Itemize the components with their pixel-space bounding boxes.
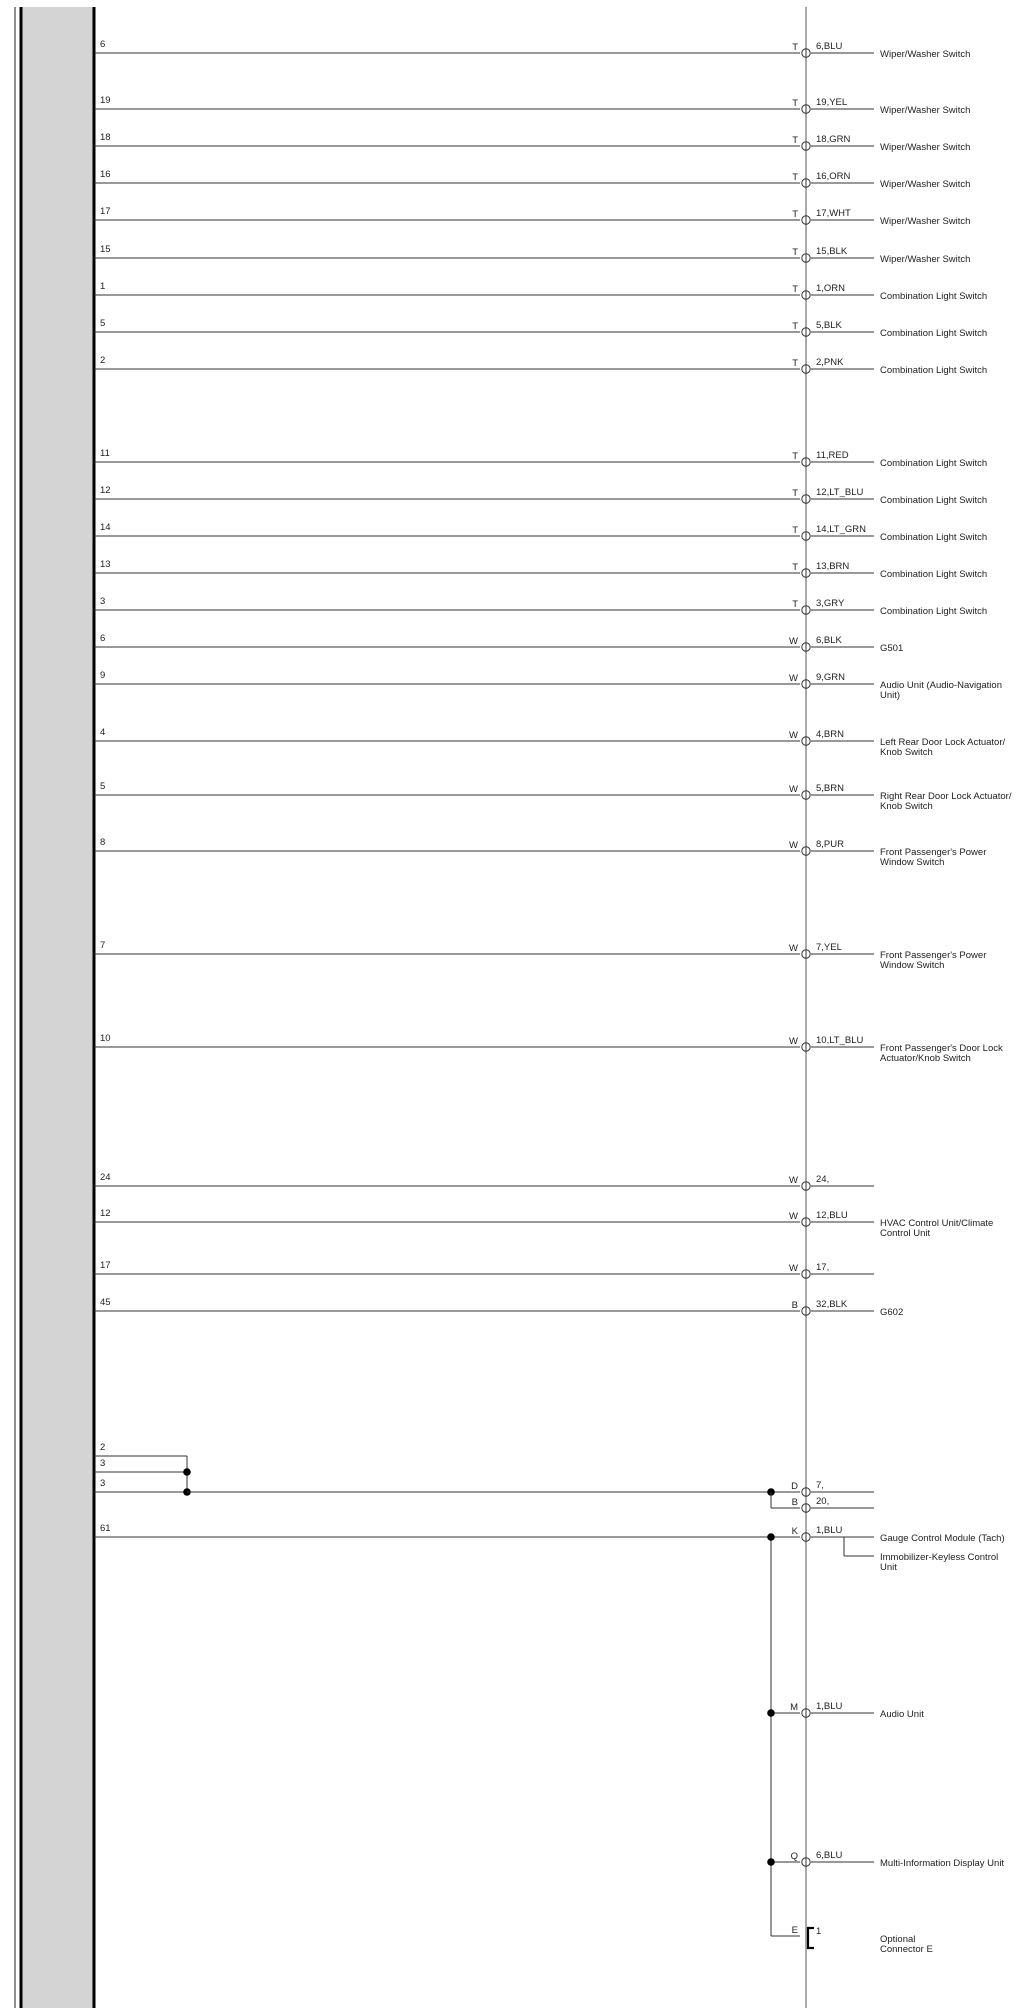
destination-label: Unit): [880, 690, 901, 701]
connector-letter: T: [792, 209, 798, 220]
splice-dot: [767, 1709, 775, 1717]
wire-row: [94, 727, 1006, 758]
connector-letter: W: [789, 1211, 798, 1222]
connector-letter: W: [789, 730, 798, 741]
wire-row: [94, 206, 970, 227]
destination-label: Wiper/Washer Switch: [880, 105, 971, 116]
connector-letter: K: [791, 1526, 798, 1537]
wire-color-label: 13,BRN: [816, 561, 850, 572]
connector-letter: W: [789, 636, 798, 647]
destination-label: Control Unit: [880, 1228, 931, 1239]
connector-letter: W: [789, 784, 798, 795]
wire-row: [94, 1208, 993, 1239]
wire-row: [94, 670, 1002, 701]
pin-number: 8: [100, 837, 106, 848]
pin-number: 3: [100, 596, 106, 607]
wire-color-label: 8,PUR: [816, 839, 844, 850]
destination-label: Optional: [880, 1934, 916, 1945]
pin-number: 14: [100, 522, 111, 533]
destination-label: Wiper/Washer Switch: [880, 216, 971, 227]
connector-letter: T: [792, 284, 798, 295]
destination-label: Combination Light Switch: [880, 365, 988, 376]
pin-number: 15: [100, 244, 111, 255]
destination-label: Gauge Control Module (Tach): [880, 1533, 1005, 1544]
destination-label: Audio Unit: [880, 1709, 924, 1720]
destination-label: Window Switch: [880, 857, 945, 868]
destination-label: Connector E: [880, 1944, 933, 1955]
pin-number: 3: [100, 1478, 106, 1489]
wire-row: [94, 39, 970, 60]
wire-row: [94, 940, 986, 971]
connector-letter: D: [791, 1481, 798, 1492]
destination-label: Window Switch: [880, 960, 945, 971]
destination-label: Combination Light Switch: [880, 495, 988, 506]
pin-number: 19: [100, 95, 111, 106]
splice-dot: [183, 1468, 191, 1476]
destination-label: Combination Light Switch: [880, 328, 988, 339]
wire-row: [94, 837, 986, 868]
wire-color-label: 6,BLU: [816, 1850, 843, 1861]
pin-number: 10: [100, 1033, 111, 1044]
pin-number: 16: [100, 169, 111, 180]
destination-label: Multi-Information Display Unit: [880, 1858, 1005, 1869]
control-unit-box: [15, 7, 94, 2008]
destination-label: Combination Light Switch: [880, 532, 988, 543]
splice-group: [94, 1442, 874, 1513]
pin-number: 4: [100, 727, 106, 738]
wire-color-label: 5,BRN: [816, 783, 844, 794]
destination-label: Combination Light Switch: [880, 458, 988, 469]
wire-color-label: 17,: [816, 1262, 830, 1273]
wire-row: [94, 132, 970, 153]
connector-letter: T: [792, 247, 798, 258]
connector-letter: T: [792, 488, 798, 499]
wire-row: [94, 281, 987, 302]
pin-number: 5: [100, 781, 106, 792]
destination-label: Wiper/Washer Switch: [880, 142, 971, 153]
wire-color-label: 19,YEL: [816, 97, 848, 108]
optional-connector-bracket: [808, 1928, 814, 1948]
wire-row: [94, 244, 970, 265]
wire-color-label: 32,BLK: [816, 1299, 848, 1310]
connector-letter: M: [790, 1702, 798, 1713]
destination-label: Wiper/Washer Switch: [880, 179, 971, 190]
pin-number: 5: [100, 318, 106, 329]
wire-color-label: 12,LT_BLU: [816, 487, 864, 498]
connector-letter: T: [792, 562, 798, 573]
connector-letter: T: [792, 451, 798, 462]
pin-number: 12: [100, 485, 111, 496]
wire-color-label: 1,BLU: [816, 1701, 843, 1712]
destination-label: Right Rear Door Lock Actuator/: [880, 791, 1012, 802]
pin-number: 45: [100, 1297, 111, 1308]
wire-row: [94, 169, 970, 190]
wire-row: [94, 596, 987, 617]
connector-letter: T: [792, 42, 798, 53]
destination-label: Front Passenger's Power: [880, 847, 987, 858]
wire-color-label: 1,ORN: [816, 283, 846, 294]
pin-number: 18: [100, 132, 111, 143]
wire-color-label: 14,LT_GRN: [816, 524, 866, 535]
pin-number: 61: [100, 1523, 111, 1534]
connector-letter: W: [789, 1036, 798, 1047]
destination-label: Actuator/Knob Switch: [880, 1053, 971, 1064]
destination-label: HVAC Control Unit/Climate: [880, 1218, 994, 1229]
connector-letter: W: [789, 943, 798, 954]
destination-label: Combination Light Switch: [880, 606, 988, 617]
pin-number: 17: [100, 1260, 111, 1271]
wire-color-label: 17,WHT: [816, 208, 851, 219]
pin61-group: [94, 1523, 1005, 1955]
wire-row: [94, 95, 970, 116]
wire-row: [94, 559, 987, 580]
wire-color-label: 11,RED: [816, 450, 849, 461]
wire-color-label: 6,BLK: [816, 635, 842, 646]
connector-letter: T: [792, 321, 798, 332]
destination-label: Wiper/Washer Switch: [880, 49, 971, 60]
optional-connector-number: 1: [816, 1926, 822, 1937]
connector-letter: B: [791, 1497, 798, 1508]
wire-color-label: 9,GRN: [816, 672, 846, 683]
destination-label: Front Passenger's Door Lock: [880, 1043, 1003, 1054]
destination-label: Wiper/Washer Switch: [880, 254, 971, 265]
wire-row: [94, 1172, 874, 1191]
connector-letter: E: [791, 1925, 798, 1936]
wire-row: [94, 781, 1012, 812]
wire-row: [94, 522, 987, 543]
destination-label: Immobilizer-Keyless Control: [880, 1552, 999, 1563]
connector-letter: W: [789, 1263, 798, 1274]
wire-color-label: 2,PNK: [816, 357, 844, 368]
wire-color-label: 6,BLU: [816, 41, 843, 52]
connector-letter: W: [789, 673, 798, 684]
destination-label: Combination Light Switch: [880, 569, 988, 580]
pin-number: 2: [100, 1442, 106, 1453]
wire-color-label: 4,BRN: [816, 729, 844, 740]
destination-label: Front Passenger's Power: [880, 950, 987, 961]
wire-row: [94, 1260, 874, 1279]
destination-label: Audio Unit (Audio-Navigation: [880, 680, 1002, 691]
pin-number: 17: [100, 206, 111, 217]
pin-number: 11: [100, 448, 110, 459]
splice-dot: [767, 1858, 775, 1866]
pin-number: 1: [100, 281, 106, 292]
destination-label: G602: [880, 1307, 904, 1318]
wire-color-label: 7,: [816, 1480, 824, 1491]
wire-color-label: 5,BLK: [816, 320, 842, 331]
destination-label: Knob Switch: [880, 747, 933, 758]
connector-letter: W: [789, 1175, 798, 1186]
wire-row: [94, 1033, 1003, 1064]
pin-number: 6: [100, 39, 106, 50]
connector-letter: W: [789, 840, 798, 851]
connector-letter: T: [792, 135, 798, 146]
wire-row: [94, 448, 987, 469]
wire-color-label: 15,BLK: [816, 246, 848, 257]
connector-letter: T: [792, 358, 798, 369]
connector-letter: T: [792, 599, 798, 610]
wire-row: [94, 1297, 903, 1318]
destination-label: Left Rear Door Lock Actuator/: [880, 737, 1006, 748]
wire-row: [94, 318, 987, 339]
wire-color-label: 24,: [816, 1174, 830, 1185]
wire-row: [94, 633, 903, 654]
destination-label: Knob Switch: [880, 801, 933, 812]
wire-color-label: 20,: [816, 1496, 830, 1507]
pin-number: 6: [100, 633, 106, 644]
destination-label: Unit: [880, 1562, 897, 1573]
wire-row: [94, 355, 987, 376]
pin-number: 7: [100, 940, 106, 951]
connector-letter: Q: [790, 1851, 798, 1862]
wire-color-label: 10,LT_BLU: [816, 1035, 864, 1046]
pin-number: 3: [100, 1458, 106, 1469]
connector-letter: T: [792, 172, 798, 183]
wire-color-label: 3,GRY: [816, 598, 845, 609]
wire-color-label: 18,GRN: [816, 134, 851, 145]
pin-number: 12: [100, 1208, 111, 1219]
pin-number: 13: [100, 559, 111, 570]
connector-letter: T: [792, 525, 798, 536]
pin-number: 24: [100, 1172, 111, 1183]
destination-label: Combination Light Switch: [880, 291, 988, 302]
splice-dot: [767, 1533, 775, 1541]
pin-number: 2: [100, 355, 106, 366]
wire-row: [94, 485, 987, 506]
pin-number: 9: [100, 670, 106, 681]
connector-letter: B: [791, 1300, 798, 1311]
connector-letter: T: [792, 98, 798, 109]
wire-color-label: 16,ORN: [816, 171, 851, 182]
destination-label: G501: [880, 643, 904, 654]
wire-color-label: 12,BLU: [816, 1210, 848, 1221]
wire-color-label: 1,BLU: [816, 1525, 843, 1536]
wire-color-label: 7,YEL: [816, 942, 842, 953]
